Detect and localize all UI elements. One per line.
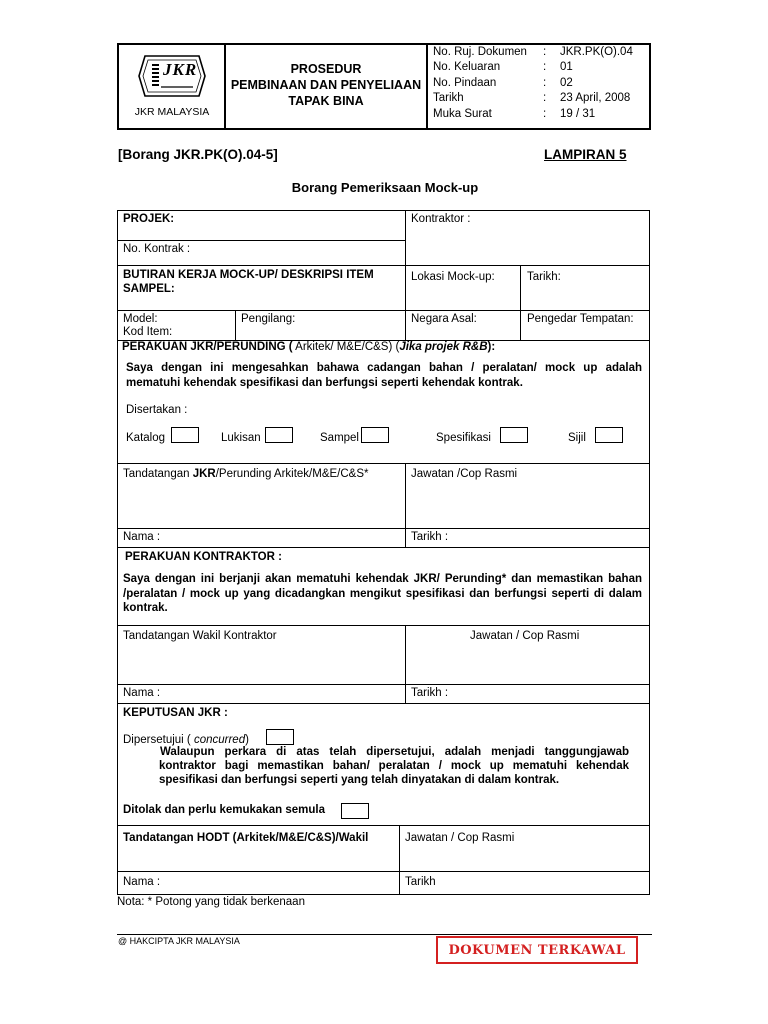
appendix-label: LAMPIRAN 5	[544, 147, 627, 162]
perakuan-kontraktor-heading: PERAKUAN KONTRAKTOR :	[125, 551, 282, 563]
footer-rule	[117, 934, 652, 935]
rule	[117, 528, 650, 529]
rule	[117, 463, 650, 464]
meta-row: Muka Surat : 19 / 31	[433, 107, 596, 120]
meta-row: No. Ruj. Dokumen : JKR.PK(O).04	[433, 46, 633, 58]
jkr-nama-label: Nama :	[123, 531, 161, 543]
title-line-1: PROSEDUR	[290, 62, 362, 76]
org-name: JKR MALAYSIA	[134, 106, 210, 118]
hodt-tarikh-label: Tarikh	[405, 876, 436, 888]
perakuan-kontraktor-statement: Saya dengan ini berjanji akan mematuhi kehendak JKR/ Perunding* dan memastikan bahan /peralatan / mock up yang dicadangkan mengikut spesifikasi dan berfungsi seperti di dalam kontrak.	[123, 573, 642, 614]
form-title: Borang Pemeriksaan Mock-up	[291, 180, 479, 195]
disertakan-label: Disertakan :	[126, 404, 188, 416]
header-divider-2	[426, 44, 428, 129]
attachment-lukisan-label: Lukisan	[221, 432, 261, 444]
jkr-logo	[135, 52, 209, 100]
rule	[117, 625, 650, 626]
attachment-katalog-checkbox[interactable]	[171, 427, 199, 443]
stamp-text: DOKUMEN TERKAWAL	[448, 943, 626, 958]
butiran-label: BUTIRAN KERJA MOCK-UP/ DESKRIPSI ITEM SAMPEL:	[123, 269, 374, 295]
no-kontrak-label: No. Kontrak :	[123, 243, 191, 255]
kod-item-label: Kod Item:	[123, 326, 173, 338]
attachment-katalog-label: Katalog	[126, 432, 166, 444]
kontraktor-jawatan-label: Jawatan / Cop Rasmi	[470, 630, 580, 642]
rule	[405, 625, 406, 703]
attachment-sampel-checkbox[interactable]	[361, 427, 389, 443]
nota-footnote: Nota: * Potong yang tidak berkenaan	[117, 896, 305, 908]
rule	[117, 871, 650, 872]
attachment-lukisan-checkbox[interactable]	[265, 427, 293, 443]
form-code: [Borang JKR.PK(O).04-5]	[118, 147, 278, 162]
attachment-spesifikasi-label: Spesifikasi	[436, 432, 491, 444]
attachment-sijil-checkbox[interactable]	[595, 427, 623, 443]
dipersetujui-note: Walaupun perkara di atas telah dipersetujui, adalah menjadi tanggungjawab kontraktor bagi memastikan bahan/ peralatan / mock up mematuhi kehendak spesifikasi dan berfungsi seperti yang telah dinyatakan di dalam kontrak.	[159, 746, 629, 787]
model-label: Model:	[123, 313, 158, 325]
negara-label: Negara Asal:	[411, 313, 477, 325]
title-line-2: PEMBINAAN DAN PENYELIAAN	[230, 78, 422, 92]
rule	[117, 825, 650, 826]
rule	[117, 240, 405, 241]
lokasi-label: Lokasi Mock-up:	[411, 271, 495, 283]
meta-row: Tarikh : 23 April, 2008	[433, 92, 631, 105]
rule	[235, 310, 236, 340]
perakuan-jkr-statement: Saya dengan ini mengesahkan bahawa cadangan bahan / peralatan/ mock up adalah mematuhi kehendak spesifikasi dan berfungsi seperti kehendak kontrak.	[126, 362, 642, 389]
meta-row: No. Pindaan : 02	[433, 76, 573, 89]
logo-lettering: JKR	[163, 60, 198, 79]
rule	[399, 825, 400, 895]
projek-label: PROJEK:	[123, 213, 175, 225]
jkr-tarikh-label: Tarikh :	[411, 531, 449, 543]
rule	[117, 265, 650, 266]
procedure-title	[226, 61, 426, 109]
controlled-document-stamp	[436, 936, 638, 964]
hodt-jawatan-label: Jawatan / Cop Rasmi	[405, 832, 515, 844]
rule	[520, 265, 521, 340]
meta-row: No. Keluaran : 01	[433, 61, 573, 74]
copyright-text: @ HAKCIPTA JKR MALAYSIA	[118, 936, 240, 946]
attachment-sampel-label: Sampel	[320, 432, 359, 444]
pengedar-label: Pengedar Tempatan:	[527, 313, 634, 325]
rule	[117, 310, 650, 311]
ditolak-checkbox[interactable]	[341, 803, 369, 819]
document-meta	[433, 45, 649, 122]
attachment-sijil-label: Sijil	[568, 432, 586, 444]
rule	[117, 547, 650, 548]
rule	[117, 703, 650, 704]
ditolak-label: Ditolak dan perlu kemukakan semula	[123, 804, 325, 816]
kontraktor-signature-label: Tandatangan Wakil Kontraktor	[123, 630, 277, 642]
kontraktor-tarikh-label: Tarikh :	[411, 687, 449, 699]
tarikh-label: Tarikh:	[527, 271, 561, 283]
attachment-spesifikasi-checkbox[interactable]	[500, 427, 528, 443]
rule	[405, 463, 406, 547]
jkr-jawatan-label: Jawatan /Cop Rasmi	[411, 468, 518, 480]
dipersetujui-checkbox[interactable]	[266, 729, 294, 745]
hodt-nama-label: Nama :	[123, 876, 161, 888]
kontraktor-label: Kontraktor :	[411, 213, 471, 225]
dipersetujui-label: Dipersetujui ( concurred)	[123, 734, 249, 746]
kontraktor-nama-label: Nama :	[123, 687, 161, 699]
title-line-3: TAPAK BINA	[288, 94, 364, 108]
perakuan-jkr-heading: PERAKUAN JKR/PERUNDING ( Arkitek/ M&E/C&S) (Jika projek R&B):	[122, 341, 496, 353]
jkr-signature-label: Tandatangan JKR/Perunding Arkitek/M&E/C&S*	[123, 468, 369, 480]
keputusan-heading: KEPUTUSAN JKR :	[123, 707, 228, 719]
pengilang-label: Pengilang:	[241, 313, 296, 325]
rule	[405, 210, 406, 340]
rule	[117, 684, 650, 685]
hodt-signature-label: Tandatangan HODT (Arkitek/M&E/C&S)/Wakil	[123, 832, 369, 844]
